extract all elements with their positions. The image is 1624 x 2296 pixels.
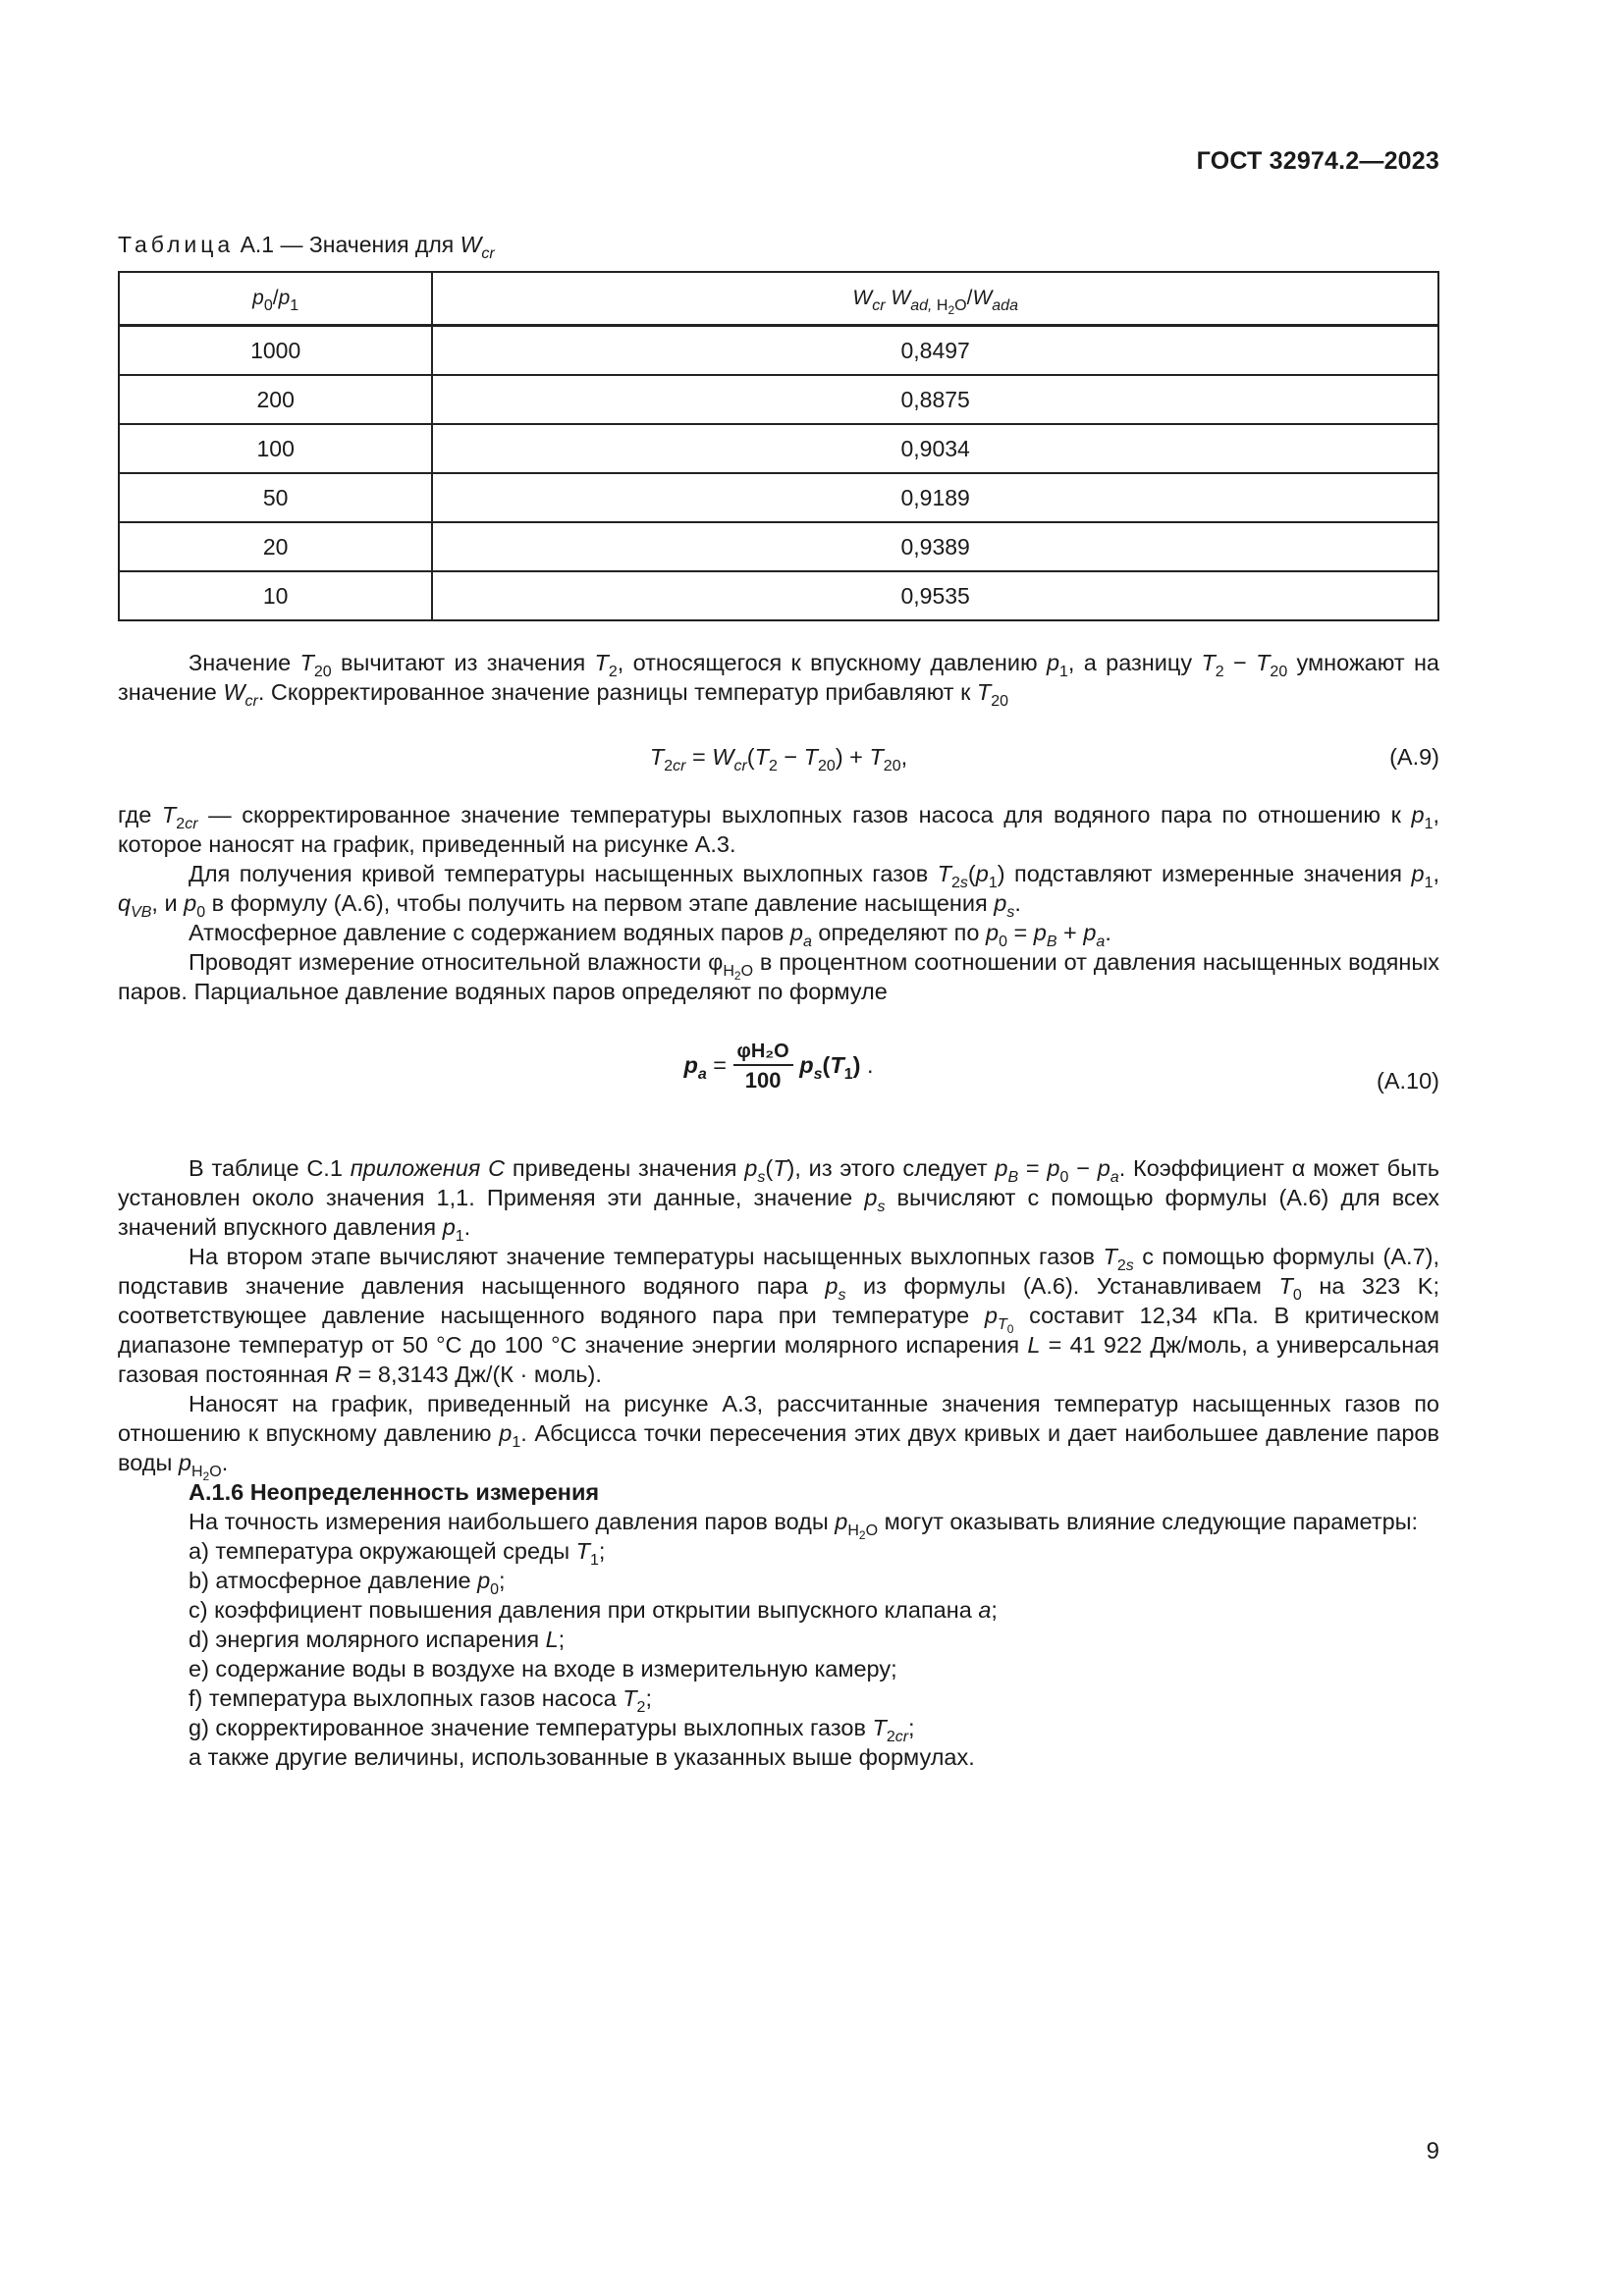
ratio-cell: 20	[119, 522, 432, 571]
table-caption	[118, 232, 495, 262]
table-row	[119, 473, 1438, 522]
ratio-cell: 1000	[119, 326, 432, 376]
list-item: f) температура выхлопных газов насоса $T_2$;	[189, 1685, 652, 1716]
ratio-cell: 100	[119, 424, 432, 473]
list-item: g) скорректированное значение температуры выхлопных газов $T_{2cr}$;	[189, 1715, 915, 1745]
ratio-cell: 50	[119, 473, 432, 522]
table-row	[119, 326, 1438, 376]
equation-a10-body: $p_a$ = $\frac{\text{φH₂O}}{100}$ $p_s(T_1)$ .	[683, 1041, 874, 1093]
ratio-cell: 200	[119, 375, 432, 424]
value-cell: 0,9189	[432, 473, 1438, 522]
page-number: 9	[1426, 2138, 1439, 2164]
list-item: b) атмосферное давление $p_0$;	[189, 1568, 506, 1598]
equation-a10-number: (А.10)	[1377, 1068, 1439, 1094]
paragraphs-middle: где $T_{2cr}$ — скорректированное значение температуры выхлопных газов насоса для водяного пара по отношению к $p_1$, которое наносят на график, приведенный на рисунке А.3. Для получения кривой температуры насыщенных выхлопных газов $T_{2s}(p_1)$ подставляют измеренные значения $p_1$, $q_{VB}$, и $p_0$ в формулу (А.6), чтобы получить на первом этапе давление насыщения $p_s$. Атмосферное давление с содержанием водяных паров $p_a$ определяют по $p_0 = p_B + p_a$. Проводят измерение относительной влажности $\varphi_{H_2O}$ в процентном соотношении от давления насыщенных водяных паров. Парциальное давление водяных паров определяют по формуле	[118, 802, 1439, 1004]
table-caption-symbol: W	[460, 232, 482, 257]
list-item: a) температура окружающей среды $T_1$;	[189, 1538, 606, 1569]
table-row	[119, 522, 1438, 571]
list-item: c) коэффициент повышения давления при открытии выпускного клапана a;	[189, 1597, 998, 1623]
table-row	[119, 571, 1438, 620]
ratio-cell: 10	[119, 571, 432, 620]
table-caption-word: Таблица	[118, 232, 235, 257]
column-header-wcr: $W_{cr}$ $W_{ad, H_2O}/W_{ada}$	[432, 272, 1438, 326]
value-cell: 0,8497	[432, 326, 1438, 376]
equation-a10-denominator: 100	[744, 1068, 782, 1093]
equation-a10	[118, 1041, 1439, 1119]
paragraph-t20: Значение $T_{20}$ вычитают из значения $T_2$, относящегося к впускному давлению $p_1$, а разницу $T_2 - T_{20}$ умножают на значение $W_{cr}$. Скорректированное значение разницы температур прибавляют к $T_{20}$	[118, 650, 1439, 710]
paragraphs-lower: В таблице С.1 приложения С приведены значения $p_s(T)$, из этого следует $p_B = p_0 - p_a$. Коэффициент α может быть установлен около значения 1,1. Применяя эти данные, значение $p_s$ вычисляют с помощью формулы (А.6) для всех значений впускного давления $p_1$. На втором этапе вычисляют значение температуры насыщенных выхлопных газов $T_{2s}$ с помощью формулы (А.7), подставив значение давления насыщенного водяного пара $p_s$ из формулы (А.6). Устанавливаем $T_0$ на 323 K; соответствующее давление насыщенного водяного пара при температуре $p_{T_0}$ составит 12,34 кПа. В критическом диапазоне температур от 50 °C до 100 °C значение энергии молярного испарения L = 41 922 Дж/моль, а универсальная газовая постоянная R = 8,3143 Дж/(К · моль). Наносят на график, приведенный на рисунке А.3, рассчитанные значения температур насыщенных газов по отношению к впускному давлению $p_1$. Абсцисса точки пересечения этих двух кривых и дает наибольшее давление паров воды $p_{H_2O}$. А.1.6 Неопределенность измерения На точность измерения наибольшего давления паров воды $p_{H_2O}$ могут оказывать влияние следующие параметры: a) температура окружающей среды $T_1$; b) атмосферное давление $p_0$; c) коэффициент повышения давления при открытии выпускного клапана a; d) энергия молярного испарения L; e) содержание воды в воздухе на входе в измерительную камеру; f) температура выхлопных газов насоса $T_2$; g) скорректированное значение температуры выхлопных газов $T_{2cr}$; а также другие величины, использованные в указанных выше формулах.	[118, 1155, 1440, 1770]
wcr-table	[118, 271, 1439, 621]
table-caption-sub: cr	[481, 245, 495, 262]
table-caption-rest: А.1 — Значения для	[234, 232, 460, 257]
document-id: ГОСТ 32974.2—2023	[1196, 147, 1439, 175]
table-row	[119, 424, 1438, 473]
equation-a10-numerator: φH₂O	[733, 1041, 793, 1066]
column-header-pressure-ratio: $p_0/p_1$	[119, 272, 432, 326]
value-cell: 0,9389	[432, 522, 1438, 571]
list-item: d) энергия молярного испарения L;	[189, 1627, 566, 1652]
list-tail: а также другие величины, использованные в указанных выше формулах.	[189, 1744, 975, 1770]
section-heading: А.1.6 Неопределенность измерения	[189, 1479, 600, 1505]
equation-a9-body: $T_{2cr} = W_{cr}(T_2 - T_{20}) + T_{20}$,	[649, 744, 908, 774]
value-cell: 0,8875	[432, 375, 1438, 424]
table-row	[119, 375, 1438, 424]
value-cell: 0,9034	[432, 424, 1438, 473]
list-item: e) содержание воды в воздухе на входе в измерительную камеру;	[189, 1656, 897, 1682]
table-header-row	[119, 272, 1438, 326]
value-cell: 0,9535	[432, 571, 1438, 620]
equation-a9-number: (А.9)	[1389, 744, 1439, 770]
